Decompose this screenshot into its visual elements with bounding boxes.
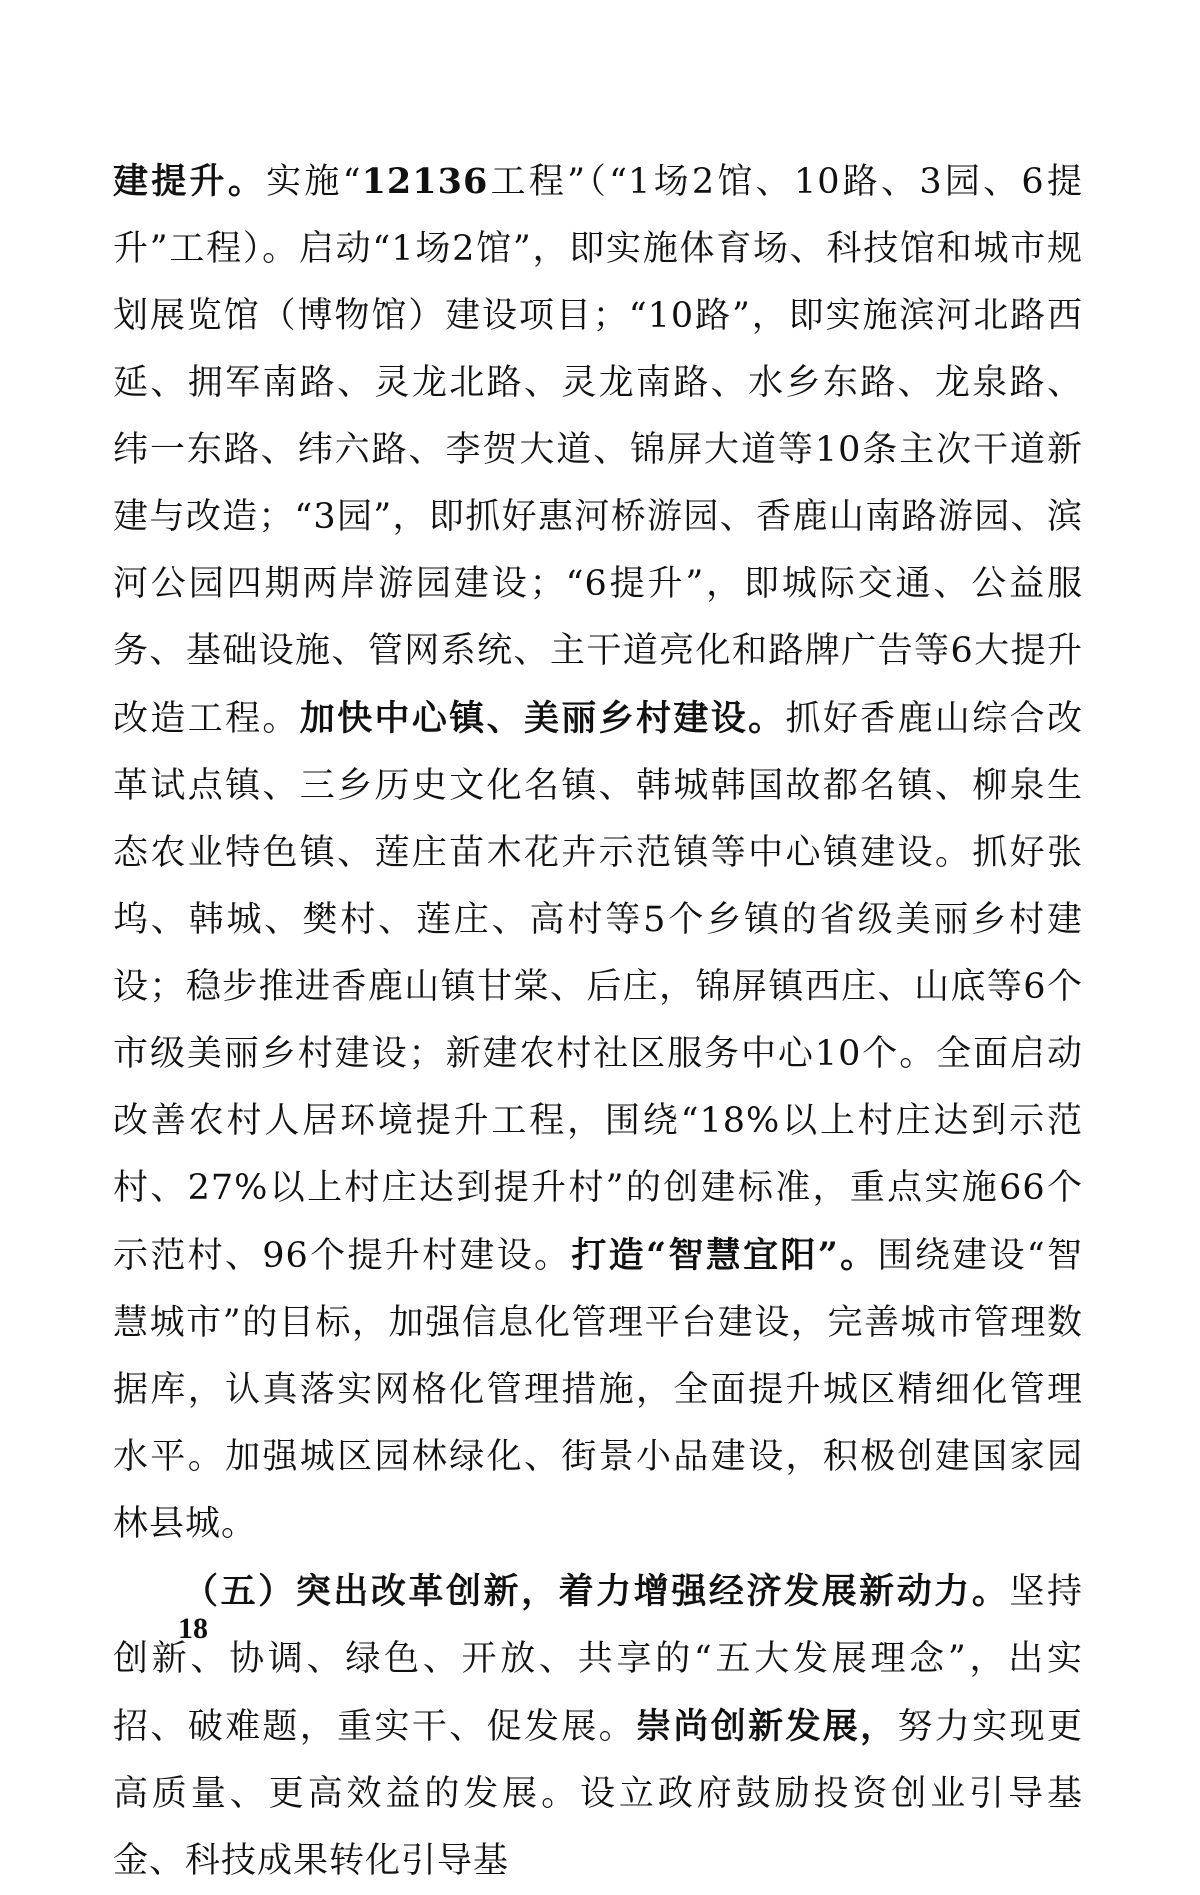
paragraph	[113, 148, 1083, 1558]
bold-text-run: （五）突出改革创新，着力增强经济发展新动力。	[183, 1571, 1010, 1612]
bold-text-run: 打造“智慧宜阳”。	[571, 1235, 878, 1276]
text-run: 抓好香鹿山综合改革试点镇、三乡历史文化名镇、韩城韩国故都名镇、柳泉生态农业特色镇、莲庄苗木花卉示范镇等中心镇建设。抓好张坞、韩城、樊村、莲庄、高村等5个乡镇的省级美丽乡村建设；稳步推进香鹿山镇甘棠、后庄，锦屏镇西庄、山底等6个市级美丽乡村建设；新建农村社区服务中心10个。全面启动改善农村人居环境提升工程，围绕“18%以上村庄达到示范村、27%以上村庄达到提升村”的创建标准，重点实施66个示范村、96个提升村建设。	[113, 699, 1083, 1276]
text-run: 坚持创新、协调、绿色、开放、共享的“五大发展理念”，出实招、破难题，重实干、促发展。	[113, 1572, 1083, 1747]
paragraph	[113, 1558, 1083, 1895]
bold-text-run: 崇尚创新发展，	[636, 1706, 898, 1747]
bold-text-run: 加快中心镇、美丽乡村建设。	[299, 698, 786, 739]
bold-text-run: 12136	[361, 161, 489, 202]
text-run: 围绕建设“智慧城市”的目标，加强信息化管理平台建设，完善城市管理数据库，认真落实网格化管理措施，全面提升城区精细化管理水平。加强城区园林绿化、街景小品建设，积极创建国家园林县城。	[113, 1236, 1083, 1544]
bold-text-run: 建提升。	[113, 161, 267, 202]
text-run: 工程”（“1场2馆、10路、3园、6提升”工程）。启动“1场2馆”，即实施体育场、科技馆和城市规划展览馆（博物馆）建设项目；“10路”，即实施滨河北路西延、拥军南路、灵龙北路、灵龙南路、水乡东路、龙泉路、纬一东路、纬六路、李贺大道、锦屏大道等10条主次干道新建与改造；“3园”，即抓好惠河桥游园、香鹿山南路游园、滨河公园四期两岸游园建设；“6提升”，即城际交通、公益服务、基础设施、管网系统、主干道亮化和路牌广告等6大提升改造工程。	[113, 162, 1083, 739]
text-run: 努力实现更高质量、更高效益的发展。设立政府鼓励投资创业引导基金、科技成果转化引导基	[113, 1707, 1083, 1881]
document-body	[113, 148, 1083, 1895]
text-run: 实施“	[266, 162, 362, 202]
page-number: 18	[178, 1612, 208, 1645]
